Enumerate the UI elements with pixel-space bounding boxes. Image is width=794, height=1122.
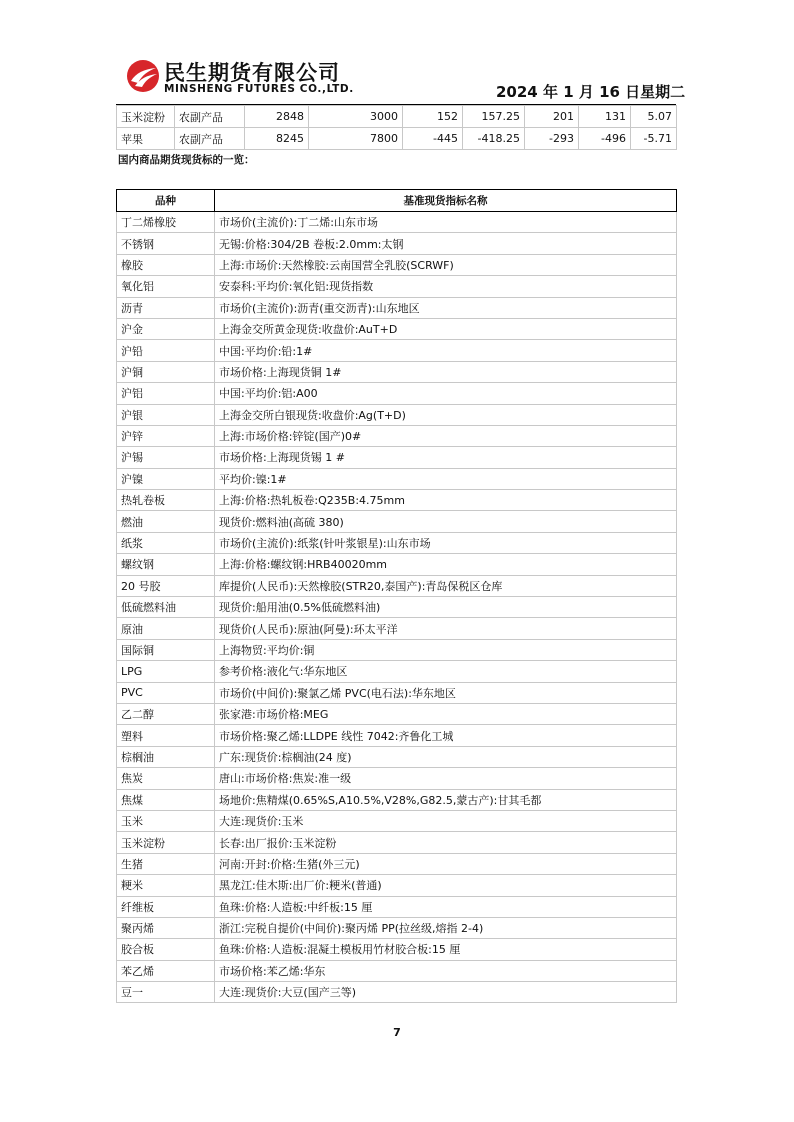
- table-row: [117, 532, 677, 553]
- table-row: [117, 896, 677, 917]
- table-row: [117, 982, 677, 1003]
- variety-cell: 焦炭: [117, 768, 215, 789]
- company-logo: [126, 57, 366, 99]
- value-cell: 7800: [309, 128, 403, 150]
- table-row: [117, 810, 677, 831]
- table-row: [117, 106, 677, 128]
- spot-index-cell: 平均价:镍:1#: [215, 468, 677, 489]
- variety-cell: 焦煤: [117, 789, 215, 810]
- spot-index-cell: 浙江:完税自提价(中间价):聚丙烯 PP(拉丝级,熔指 2-4): [215, 917, 677, 938]
- table-row: [117, 383, 677, 404]
- spot-index-cell: 上海金交所黄金现货:收盘价:AuT+D: [215, 318, 677, 339]
- spot-index-cell: 长春:出厂报价:玉米淀粉: [215, 832, 677, 853]
- value-cell: -445: [403, 128, 463, 150]
- value-cell: 8245: [245, 128, 309, 150]
- table-row: [117, 703, 677, 724]
- spot-index-cell: 上海:市场价格:锌锭(国产)0#: [215, 425, 677, 446]
- spot-index-cell: 广东:现货价:棕榈油(24 度): [215, 746, 677, 767]
- variety-cell: 苹果: [117, 128, 175, 150]
- spot-index-cell: 上海物贸:平均价:铜: [215, 639, 677, 660]
- spot-index-cell: 现货价:燃料油(高硫 380): [215, 511, 677, 532]
- variety-cell: 橡胶: [117, 254, 215, 275]
- table-row: [117, 554, 677, 575]
- spot-index-cell: 上海:价格:热轧板卷:Q235B:4.75mm: [215, 490, 677, 511]
- column-header-spot-index: 基准现货指标名称: [215, 190, 677, 212]
- variety-cell: 不锈钢: [117, 233, 215, 254]
- variety-cell: 沪镍: [117, 468, 215, 489]
- table-row: [117, 917, 677, 938]
- table-row: [117, 618, 677, 639]
- variety-cell: 粳米: [117, 875, 215, 896]
- variety-cell: 丁二烯橡胶: [117, 212, 215, 233]
- table-row: [117, 511, 677, 532]
- category-cell: 农副产品: [175, 106, 245, 128]
- variety-cell: LPG: [117, 661, 215, 682]
- value-cell: 201: [525, 106, 579, 128]
- spot-index-cell: 参考价格:液化气:华东地区: [215, 661, 677, 682]
- variety-cell: 玉米: [117, 810, 215, 831]
- table-row: [117, 297, 677, 318]
- table-row: [117, 233, 677, 254]
- variety-cell: 苯乙烯: [117, 960, 215, 981]
- variety-cell: 沪金: [117, 318, 215, 339]
- value-cell: -293: [525, 128, 579, 150]
- value-cell: 157.25: [463, 106, 525, 128]
- spot-index-table: [116, 189, 677, 1003]
- price-table-continued: [116, 105, 677, 150]
- column-header-variety: 品种: [117, 190, 215, 212]
- value-cell: -5.71: [631, 128, 677, 150]
- spot-index-cell: 中国:平均价:铝:A00: [215, 383, 677, 404]
- table-row: [117, 276, 677, 297]
- variety-cell: 沪铜: [117, 361, 215, 382]
- variety-cell: 乙二醇: [117, 703, 215, 724]
- table-row: [117, 468, 677, 489]
- minsheng-logo-icon: [126, 59, 160, 93]
- table-row: [117, 340, 677, 361]
- table-row: [117, 128, 677, 150]
- spot-index-cell: 市场价(主流价):沥青(重交沥青):山东地区: [215, 297, 677, 318]
- company-name-cn: 民生期货有限公司: [164, 61, 340, 85]
- spot-index-cell: 市场价格:上海现货铜 1#: [215, 361, 677, 382]
- variety-cell: 沪银: [117, 404, 215, 425]
- table-row: [117, 725, 677, 746]
- table-row: [117, 853, 677, 874]
- value-cell: 152: [403, 106, 463, 128]
- value-cell: 2848: [245, 106, 309, 128]
- variety-cell: 热轧卷板: [117, 490, 215, 511]
- spot-index-cell: 鱼珠:价格:人造板:中纤板:15 厘: [215, 896, 677, 917]
- category-cell: 农副产品: [175, 128, 245, 150]
- table-row: [117, 447, 677, 468]
- table-row: [117, 768, 677, 789]
- value-cell: -418.25: [463, 128, 525, 150]
- page-number: 7: [393, 1026, 401, 1039]
- variety-cell: 棕榈油: [117, 746, 215, 767]
- value-cell: 5.07: [631, 106, 677, 128]
- spot-index-cell: 市场价格:苯乙烯:华东: [215, 960, 677, 981]
- table-row: [117, 597, 677, 618]
- table-row: [117, 746, 677, 767]
- variety-cell: 沪铅: [117, 340, 215, 361]
- variety-cell: 玉米淀粉: [117, 106, 175, 128]
- spot-index-cell: 库提价(人民币):天然橡胶(STR20,泰国产):青岛保税区仓库: [215, 575, 677, 596]
- variety-cell: 塑料: [117, 725, 215, 746]
- variety-cell: 国际铜: [117, 639, 215, 660]
- spot-index-cell: 现货价:船用油(0.5%低硫燃料油): [215, 597, 677, 618]
- spot-index-cell: 大连:现货价:玉米: [215, 810, 677, 831]
- spot-index-cell: 市场价格:聚乙烯:LLDPE 线性 7042:齐鲁化工城: [215, 725, 677, 746]
- variety-cell: 胶合板: [117, 939, 215, 960]
- variety-cell: 玉米淀粉: [117, 832, 215, 853]
- variety-cell: 燃油: [117, 511, 215, 532]
- table-row: [117, 939, 677, 960]
- value-cell: 131: [579, 106, 631, 128]
- spot-index-cell: 河南:开封:价格:生猪(外三元): [215, 853, 677, 874]
- spot-index-cell: 无锡:价格:304/2B 卷板:2.0mm:太钢: [215, 233, 677, 254]
- spot-index-cell: 上海:价格:螺纹钢:HRB40020mm: [215, 554, 677, 575]
- table-row: [117, 575, 677, 596]
- spot-index-cell: 市场价(主流价):丁二烯:山东市场: [215, 212, 677, 233]
- spot-index-cell: 鱼珠:价格:人造板:混凝土模板用竹材胶合板:15 厘: [215, 939, 677, 960]
- table-row: [117, 212, 677, 233]
- spot-index-cell: 现货价(人民币):原油(阿曼):环太平洋: [215, 618, 677, 639]
- variety-cell: 原油: [117, 618, 215, 639]
- table-row: [117, 490, 677, 511]
- spot-index-cell: 市场价格:上海现货锡 1 #: [215, 447, 677, 468]
- value-cell: -496: [579, 128, 631, 150]
- table-row: [117, 875, 677, 896]
- table-row: [117, 254, 677, 275]
- report-date: 2024 年 1 月 16 日星期二: [496, 83, 686, 101]
- table-row: [117, 318, 677, 339]
- variety-cell: 纸浆: [117, 532, 215, 553]
- variety-cell: 沥青: [117, 297, 215, 318]
- table-row: [117, 425, 677, 446]
- variety-cell: 沪铝: [117, 383, 215, 404]
- variety-cell: 豆一: [117, 982, 215, 1003]
- variety-cell: 沪锌: [117, 425, 215, 446]
- spot-index-cell: 上海:市场价:天然橡胶:云南国营全乳胶(SCRWF): [215, 254, 677, 275]
- company-name-en: MINSHENG FUTURES CO.,LTD.: [164, 83, 354, 95]
- spot-index-cell: 中国:平均价:铅:1#: [215, 340, 677, 361]
- spot-index-cell: 张家港:市场价格:MEG: [215, 703, 677, 724]
- table-row: [117, 361, 677, 382]
- spot-index-cell: 市场价(中间价):聚氯乙烯 PVC(电石法):华东地区: [215, 682, 677, 703]
- spot-index-cell: 安泰科:平均价:氧化铝:现货指数: [215, 276, 677, 297]
- variety-cell: 20 号胶: [117, 575, 215, 596]
- variety-cell: 纤维板: [117, 896, 215, 917]
- variety-cell: 低硫燃料油: [117, 597, 215, 618]
- table-row: [117, 832, 677, 853]
- variety-cell: PVC: [117, 682, 215, 703]
- spot-index-cell: 上海金交所白银现货:收盘价:Ag(T+D): [215, 404, 677, 425]
- table-row: [117, 682, 677, 703]
- table-row: [117, 960, 677, 981]
- table-header-row: [117, 190, 677, 212]
- spot-index-cell: 市场价(主流价):纸浆(针叶浆银星):山东市场: [215, 532, 677, 553]
- table-row: [117, 661, 677, 682]
- value-cell: 3000: [309, 106, 403, 128]
- spot-index-cell: 黑龙江:佳木斯:出厂价:粳米(普通): [215, 875, 677, 896]
- table-row: [117, 639, 677, 660]
- table-row: [117, 404, 677, 425]
- variety-cell: 氧化铝: [117, 276, 215, 297]
- variety-cell: 螺纹钢: [117, 554, 215, 575]
- spot-index-cell: 场地价:焦精煤(0.65%S,A10.5%,V28%,G82.5,蒙古产):甘其毛都: [215, 789, 677, 810]
- variety-cell: 沪锡: [117, 447, 215, 468]
- spot-index-cell: 唐山:市场价格:焦炭:准一级: [215, 768, 677, 789]
- variety-cell: 聚丙烯: [117, 917, 215, 938]
- variety-cell: 生猪: [117, 853, 215, 874]
- spot-index-cell: 大连:现货价:大豆(国产三等): [215, 982, 677, 1003]
- table-row: [117, 789, 677, 810]
- section-title: 国内商品期货现货标的一览：: [118, 154, 255, 166]
